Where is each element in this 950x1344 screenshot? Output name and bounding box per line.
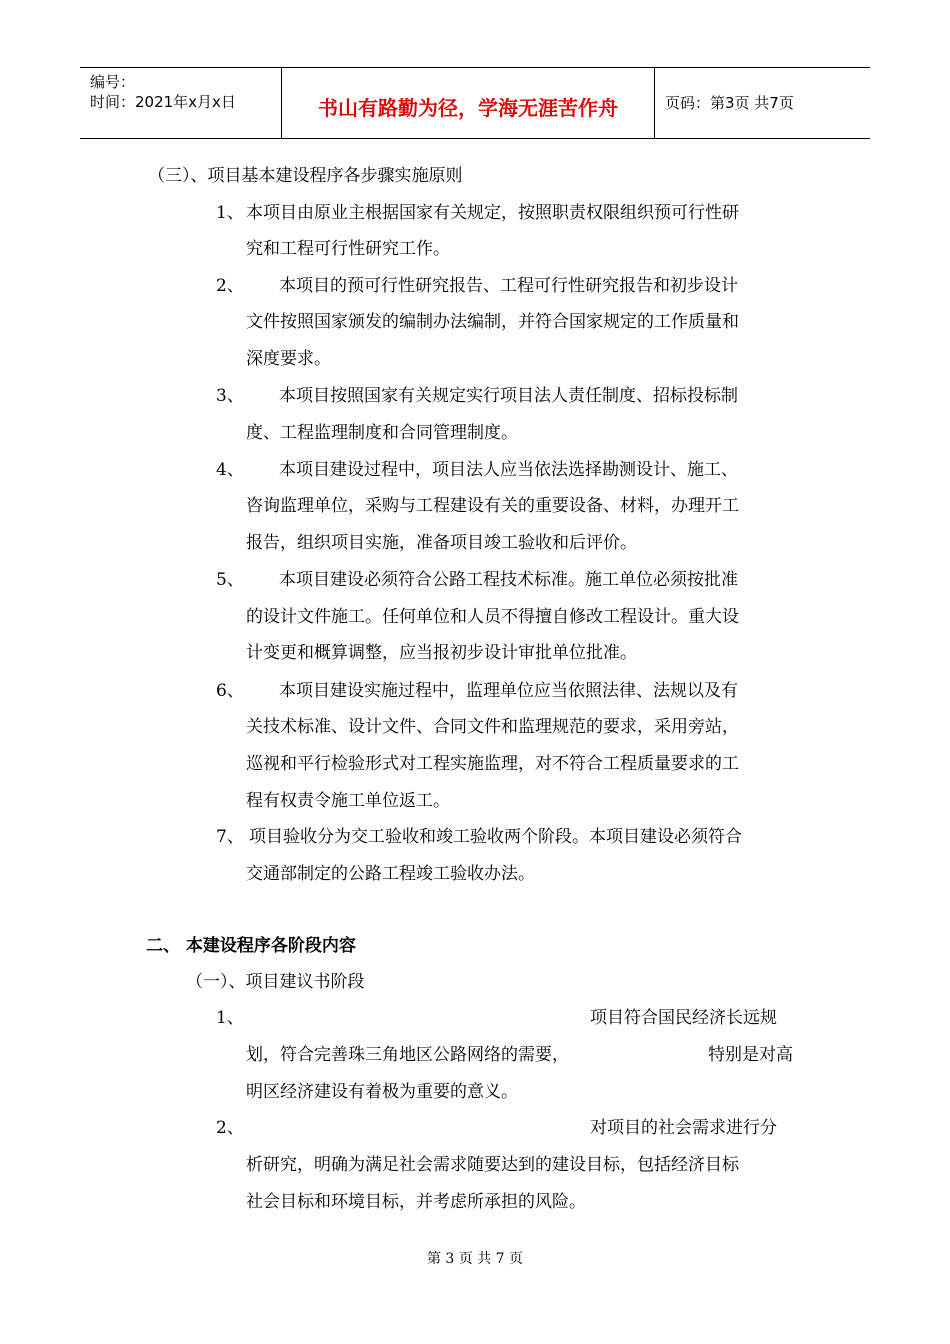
subsection-1-title: （一）、项目建议书阶段 bbox=[186, 972, 365, 992]
stage-item-line: 项目符合国民经济长远规 bbox=[590, 1008, 777, 1028]
item-line: 项目验收分为交工验收和竣工验收两个阶段。本项目建设必须符合 bbox=[249, 827, 742, 847]
item-line: 深度要求。 bbox=[246, 349, 331, 369]
item-line: 程有权责令施工单位返工。 bbox=[246, 791, 450, 811]
motto: 书山有路勤为径，学海无涯苦作舟 bbox=[318, 96, 618, 120]
section-2-title: 二、 本建设程序各阶段内容 bbox=[146, 936, 356, 956]
stage-item-number: 2、 bbox=[216, 1118, 244, 1138]
stage-item-line: 社会目标和环境目标，并考虑所承担的风险。 bbox=[246, 1192, 586, 1212]
stage-item-line: 明区经济建设有着极为重要的意义。 bbox=[246, 1082, 518, 1102]
page-code: 页码：第3页 共7页 bbox=[665, 94, 794, 112]
time-label: 时间：2021年x月x日 bbox=[90, 93, 236, 111]
item-line: 本项目的预可行性研究报告、工程可行性研究报告和初步设计 bbox=[279, 276, 738, 296]
item-number: 4、 bbox=[216, 460, 244, 480]
item-number: 1、 bbox=[216, 203, 244, 223]
item-line: 本项目建设必须符合公路工程技术标准。施工单位必须按批准 bbox=[279, 570, 738, 590]
header-meta-cell bbox=[80, 68, 282, 138]
item-line: 咨询监理单位，采购与工程建设有关的重要设备、材料，办理开工 bbox=[246, 496, 739, 516]
stage-item-line: 划，符合完善珠三角地区公路网络的需要， bbox=[246, 1045, 569, 1065]
stage-item-line: 析研究，明确为满足社会需求随要达到的建设目标，包括经济目标 bbox=[246, 1155, 739, 1175]
item-line: 本项目建设实施过程中，监理单位应当依照法律、法规以及有 bbox=[279, 681, 738, 701]
document-header bbox=[80, 67, 870, 139]
item-line: 究和工程可行性研究工作。 bbox=[246, 239, 450, 259]
item-line: 本项目由原业主根据国家有关规定，按照职责权限组织预可行性研 bbox=[246, 203, 739, 223]
stage-item-number: 1、 bbox=[216, 1008, 244, 1028]
item-line: 交通部制定的公路工程竣工验收办法。 bbox=[246, 864, 535, 884]
item-line: 报告，组织项目实施，准备项目竣工验收和后评价。 bbox=[246, 533, 637, 553]
item-line: 巡视和平行检验形式对工程实施监理，对不符合工程质量要求的工 bbox=[246, 754, 739, 774]
item-line: 文件按照国家颁发的编制办法编制，并符合国家规定的工作质量和 bbox=[246, 312, 739, 332]
item-number: 6、 bbox=[216, 681, 244, 701]
header-page-cell bbox=[655, 68, 870, 138]
header-motto-cell bbox=[282, 68, 655, 138]
item-number: 5、 bbox=[216, 570, 244, 590]
item-line: 本项目建设过程中，项目法人应当依法选择勘测设计、施工、 bbox=[279, 460, 738, 480]
section-3-title: （三）、项目基本建设程序各步骤实施原则 bbox=[148, 166, 463, 186]
item-line: 度、工程监理制度和合同管理制度。 bbox=[246, 423, 518, 443]
stage-item-line: 特别是对高 bbox=[708, 1045, 793, 1065]
page-footer: 第 3 页 共 7 页 bbox=[426, 1251, 524, 1267]
number-label: 编号： bbox=[90, 73, 136, 91]
item-line: 本项目按照国家有关规定实行项目法人责任制度、招标投标制 bbox=[279, 386, 738, 406]
item-number: 7、 bbox=[216, 827, 244, 847]
item-line: 计变更和概算调整，应当报初步设计审批单位批准。 bbox=[246, 643, 637, 663]
stage-item-line: 对项目的社会需求进行分 bbox=[590, 1118, 777, 1138]
item-line: 关技术标准、设计文件、合同文件和监理规范的要求，采用旁站， bbox=[246, 717, 739, 737]
item-line: 的设计文件施工。任何单位和人员不得擅自修改工程设计。重大设 bbox=[246, 607, 739, 627]
item-number: 3、 bbox=[216, 386, 244, 406]
item-number: 2、 bbox=[216, 276, 244, 296]
